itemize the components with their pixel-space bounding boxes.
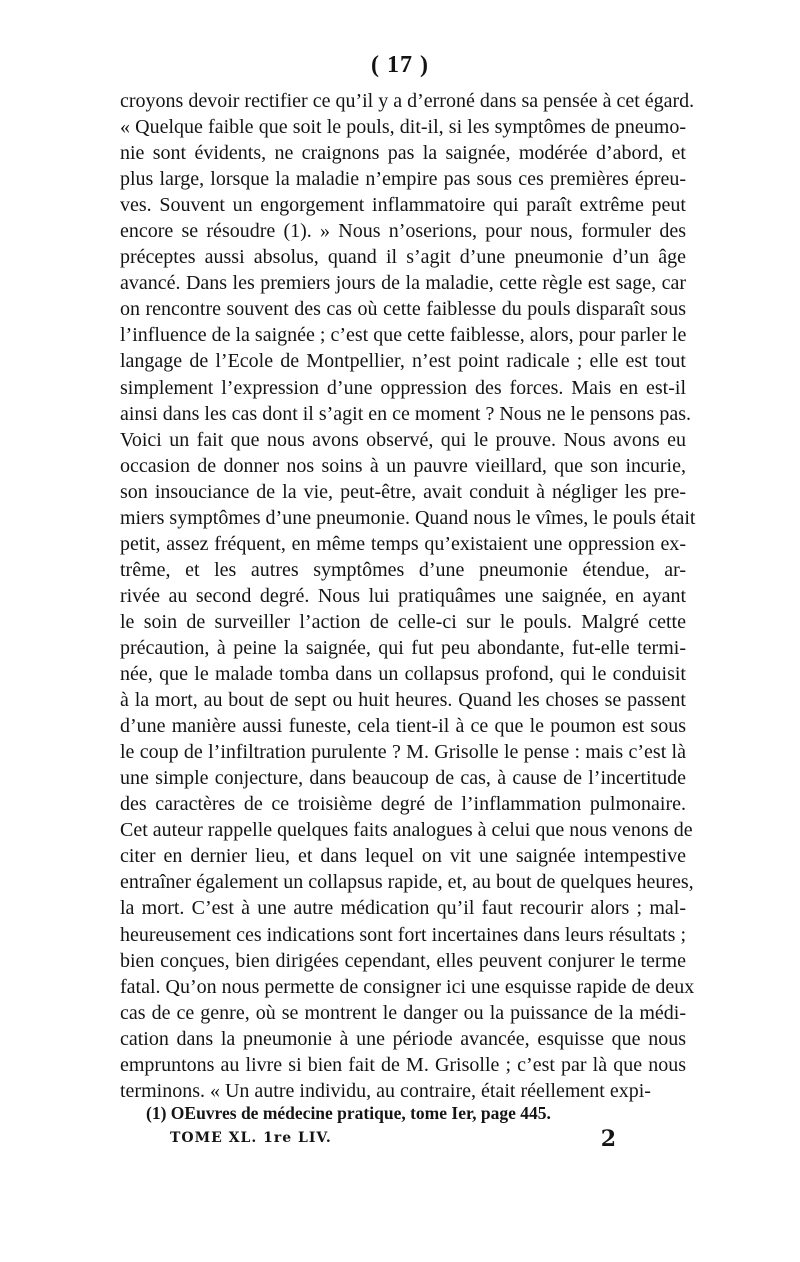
text-line: empruntons au livre si bien fait de M. Grisolle ; c’est par là que nous xyxy=(120,1053,686,1076)
text-line: trême, et les autres symptômes d’une pneumonie étendue, ar- xyxy=(120,558,686,581)
text-line: citer en dernier lieu, et dans lequel on vit une saignée intempestive xyxy=(120,845,686,868)
text-line: nie sont évidents, ne craignons pas la saignée, modérée d’abord, et xyxy=(120,142,686,165)
text-line: simplement l’expression d’une oppression des forces. Mais en est-il xyxy=(120,376,686,399)
text-line: une simple conjecture, dans beaucoup de cas, à cause de l’incertitude xyxy=(120,767,686,790)
text-line: son insouciance de la vie, peut-être, avait conduit à négliger les pre- xyxy=(120,480,686,503)
text-line: avancé. Dans les premiers jours de la maladie, cette règle est sage, car xyxy=(120,272,686,295)
text-line: « Quelque faible que soit le pouls, dit-il, si les symptômes de pneumo- xyxy=(120,116,686,139)
text-line: le coup de l’infiltration purulente ? M. Grisolle le pense : mais c’est là xyxy=(120,741,686,764)
printer-signature xyxy=(170,1126,616,1152)
text-line: terminons. « Un autre individu, au contraire, était réellement expi- xyxy=(120,1079,651,1102)
text-line: des caractères de ce troisième degré de l’inflammation pulmonaire. xyxy=(120,793,686,816)
text-line: d’une manière aussi funeste, cela tient-il à ce que le poumon est sous xyxy=(120,715,686,738)
text-line: cas de ce genre, où se montrent le danger ou la puissance de la médi- xyxy=(120,1001,686,1024)
text-line: plus large, lorsque la maladie n’empire pas sous ces premières épreu- xyxy=(120,168,686,191)
text-line: heureusement ces indications sont fort incertaines dans leurs résultats ; xyxy=(120,923,686,946)
text-line: ainsi dans les cas dont il s’agit en ce moment ? Nous ne le pensons pas. xyxy=(120,402,691,425)
text-line: préceptes aussi absolus, quand il s’agit d’une pneumonie d’un âge xyxy=(120,246,686,269)
text-line: le soin de surveiller l’action de celle-ci sur le pouls. Malgré cette xyxy=(120,610,686,633)
text-line: Cet auteur rappelle quelques faits analogues à celui que nous venons de xyxy=(120,819,693,842)
text-line: croyons devoir rectifier ce qu’il y a d’erroné dans sa pensée à cet égard. xyxy=(120,90,695,112)
text-line: Voici un fait que nous avons observé, qui le prouve. Nous avons eu xyxy=(120,428,686,451)
text-line: fatal. Qu’on nous permette de consigner ici une esquisse rapide de deux xyxy=(120,975,695,998)
text-line: petit, assez fréquent, en même temps qu’existaient une oppression ex- xyxy=(120,532,686,555)
signature-mark: 2 xyxy=(600,1126,616,1152)
text-line: précaution, à peine la saignée, qui fut peu abondante, fut-elle termi- xyxy=(120,636,686,659)
text-line: miers symptômes d’une pneumonie. Quand nous le vîmes, le pouls était xyxy=(120,506,696,529)
text-line: née, que le malade tomba dans un collapsus profond, qui le conduisit xyxy=(120,663,686,686)
text-line: ves. Souvent un engorgement inflammatoire qui paraît extrême peut xyxy=(120,194,686,217)
footnote: (1) OEuvres de médecine pratique, tome Ier, page 445. xyxy=(146,1103,551,1123)
text-line: encore se résoudre (1). » Nous n’oserions, pour nous, formuler des xyxy=(120,220,686,243)
text-line: rivée au second degré. Nous lui pratiquâmes une saignée, en ayant xyxy=(120,584,686,607)
body-text xyxy=(120,88,696,1104)
text-line: l’influence de la saignée ; c’est que cette faiblesse, alors, pour parler le xyxy=(120,324,687,347)
signature-label: TOME XL. 1re LIV. xyxy=(170,1130,332,1146)
text-line: occasion de donner nos soins à un pauvre vieillard, que son incurie, xyxy=(120,454,686,477)
text-line: entraîner également un collapsus rapide, et, au bout de quelques heures, xyxy=(120,871,694,894)
text-line: on rencontre souvent des cas où cette faiblesse du pouls disparaît sous xyxy=(120,298,686,321)
page-number: ( 17 ) xyxy=(371,52,429,78)
text-line: cation dans la pneumonie à une période avancée, esquisse que nous xyxy=(120,1027,686,1050)
text-line: langage de l’Ecole de Montpellier, n’est point radicale ; elle est tout xyxy=(120,350,686,373)
text-line: la mort. C’est à une autre médication qu’il faut recourir alors ; mal- xyxy=(120,897,686,920)
text-line: bien conçues, bien dirigées cependant, elles peuvent conjurer le terme xyxy=(120,949,686,972)
text-line: à la mort, au bout de sept ou huit heures. Quand les choses se passent xyxy=(120,689,686,712)
